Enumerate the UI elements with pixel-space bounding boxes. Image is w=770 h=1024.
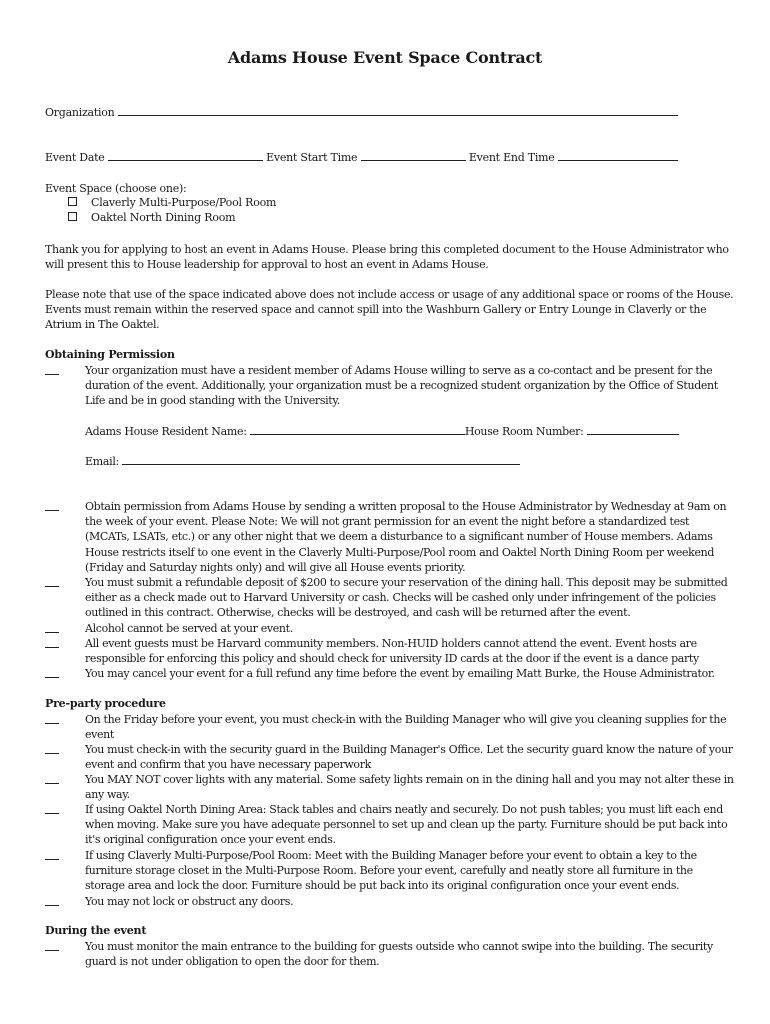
list-item-text: You MAY NOT cover lights with any material. Some safety lights remain on in the dining hall and you may not alter these in any way. [85,773,734,802]
checkbox-icon[interactable] [68,212,77,221]
event-date-label: Event Date [45,151,105,164]
note-paragraph: Please note that use of the space indicated above does not include access or usage of any additional space or rooms of the House. Events must remain within the reserved space and cannot spill into the Washburn Gallery or Entry Lounge in Claverly or the Atrium in The Oaktel. [45,288,734,332]
resident-name-field[interactable] [250,424,465,435]
checkbox-blank[interactable] [45,499,59,511]
checkbox-icon[interactable] [68,197,77,206]
space-option-claverly[interactable] [68,196,276,209]
organization-field[interactable] [118,105,678,116]
organization-row [45,105,678,120]
list-item-text: All event guests must be Harvard community members. Non-HUID holders cannot attend the event. Event hosts are responsible for enforcing this policy and should check for university ID cards at the door if the event is a dance party [85,637,699,666]
email-row [85,454,520,468]
space-option-label: Oaktel North Dining Room [91,211,236,224]
event-start-label: Event Start Time [266,151,358,164]
event-end-label: Event End Time [468,151,555,164]
list-item-text: You may not lock or obstruct any doors. [85,895,294,908]
during-event-heading: During the event [45,924,147,937]
resident-name-row [85,424,679,438]
checkbox-blank[interactable] [45,636,59,648]
checkbox-blank[interactable] [45,939,59,951]
preparty-heading: Pre-party procedure [45,697,166,710]
intro-paragraph: Thank you for applying to host an event in Adams House. Please bring this completed document to the House Administrator who will present this to House leadership for approval to host an event in Adams House. [45,243,729,272]
list-item-text: Obtain permission from Adams House by sending a written proposal to the House Administrator by Wednesday at 9am on the week of your event. Please Note: We will not grant permission for an event the night before a standardized test (MCATs, LSATs, etc.) or any other night that we deem a disturbance to a significant number of House members. Adams House restricts itself to one event in the Claverly Multi-Purpose/Pool room and Oaktel North Dining Room per weekend (Friday and Saturday nights only) and will give all House events priority. [85,500,727,574]
resident-name-label: Adams House Resident Name: [85,425,247,438]
space-option-label: Claverly Multi-Purpose/Pool Room [91,196,277,209]
checkbox-blank[interactable] [45,848,59,860]
list-item-text: You may cancel your event for a full refund any time before the event by emailing Matt Burke, the House Administrator. [85,667,715,680]
list-item-text: On the Friday before your event, you must check-in with the Building Manager who will give you cleaning supplies for the event [85,713,727,742]
organization-label: Organization [45,106,115,119]
list-item-text: If using Oaktel North Dining Area: Stack tables and chairs neatly and securely. Do not push tables; you must lift each end when moving. Make sure you have adequate personnel to set up and clean up the party. Furniture should be put back into it's original configuration once your event ends. [85,803,728,847]
checkbox-blank[interactable] [45,575,59,587]
list-item-text: Alcohol cannot be served at your event. [85,622,293,635]
event-date-field[interactable] [108,150,263,161]
page-title: Adams House Event Space Contract [227,48,543,67]
list-item-text: If using Claverly Multi-Purpose/Pool Room: Meet with the Building Manager before your event to obtain a key to the furniture storage closet in the Multi-Purpose Room. Before your event, carefully and neatly store all furniture in the storage area and lock the door. Furniture should be put back into its original configuration once your event ends. [85,849,697,893]
house-room-label: House Room Number: [464,425,584,438]
space-option-oaktel[interactable] [68,211,235,224]
event-time-row [45,150,678,165]
checkbox-blank[interactable] [45,621,59,633]
checkbox-blank[interactable] [45,772,59,784]
list-item-text: You must submit a refundable deposit of $200 to secure your reservation of the dining hall. This deposit may be submitted either as a check made out to Harvard University or cash. Checks will be cashed only under infringement of the policies outlined in this contract. Otherwise, checks will be destroyed, and cash will be returned after the event. [85,576,728,620]
list-item-text: Your organization must have a resident member of Adams House willing to serve as a co-contact and be present for the duration of the event. Additionally, your organization must be a recognized student organization by the Office of Student Life and be in good standing with the University. [85,364,718,408]
email-label: Email: [85,455,119,468]
event-space-label: Event Space (choose one): [45,182,187,195]
checkbox-blank[interactable] [45,802,59,814]
email-field[interactable] [122,454,520,465]
checkbox-blank[interactable] [45,712,59,724]
list-item-text: You must check-in with the security guard in the Building Manager's Office. Let the security guard know the nature of your event and confirm that you have necessary paperwork [85,743,733,772]
event-end-field[interactable] [558,150,678,161]
list-item-text: You must monitor the main entrance to the building for guests outside who cannot swipe into the building. The security guard is not under obligation to open the door for them. [85,940,713,969]
event-start-field[interactable] [361,150,466,161]
checkbox-blank[interactable] [45,363,59,375]
checkbox-blank[interactable] [45,894,59,906]
house-room-field[interactable] [587,424,679,435]
checkbox-blank[interactable] [45,742,59,754]
obtaining-permission-heading: Obtaining Permission [45,348,175,361]
checkbox-blank[interactable] [45,666,59,678]
